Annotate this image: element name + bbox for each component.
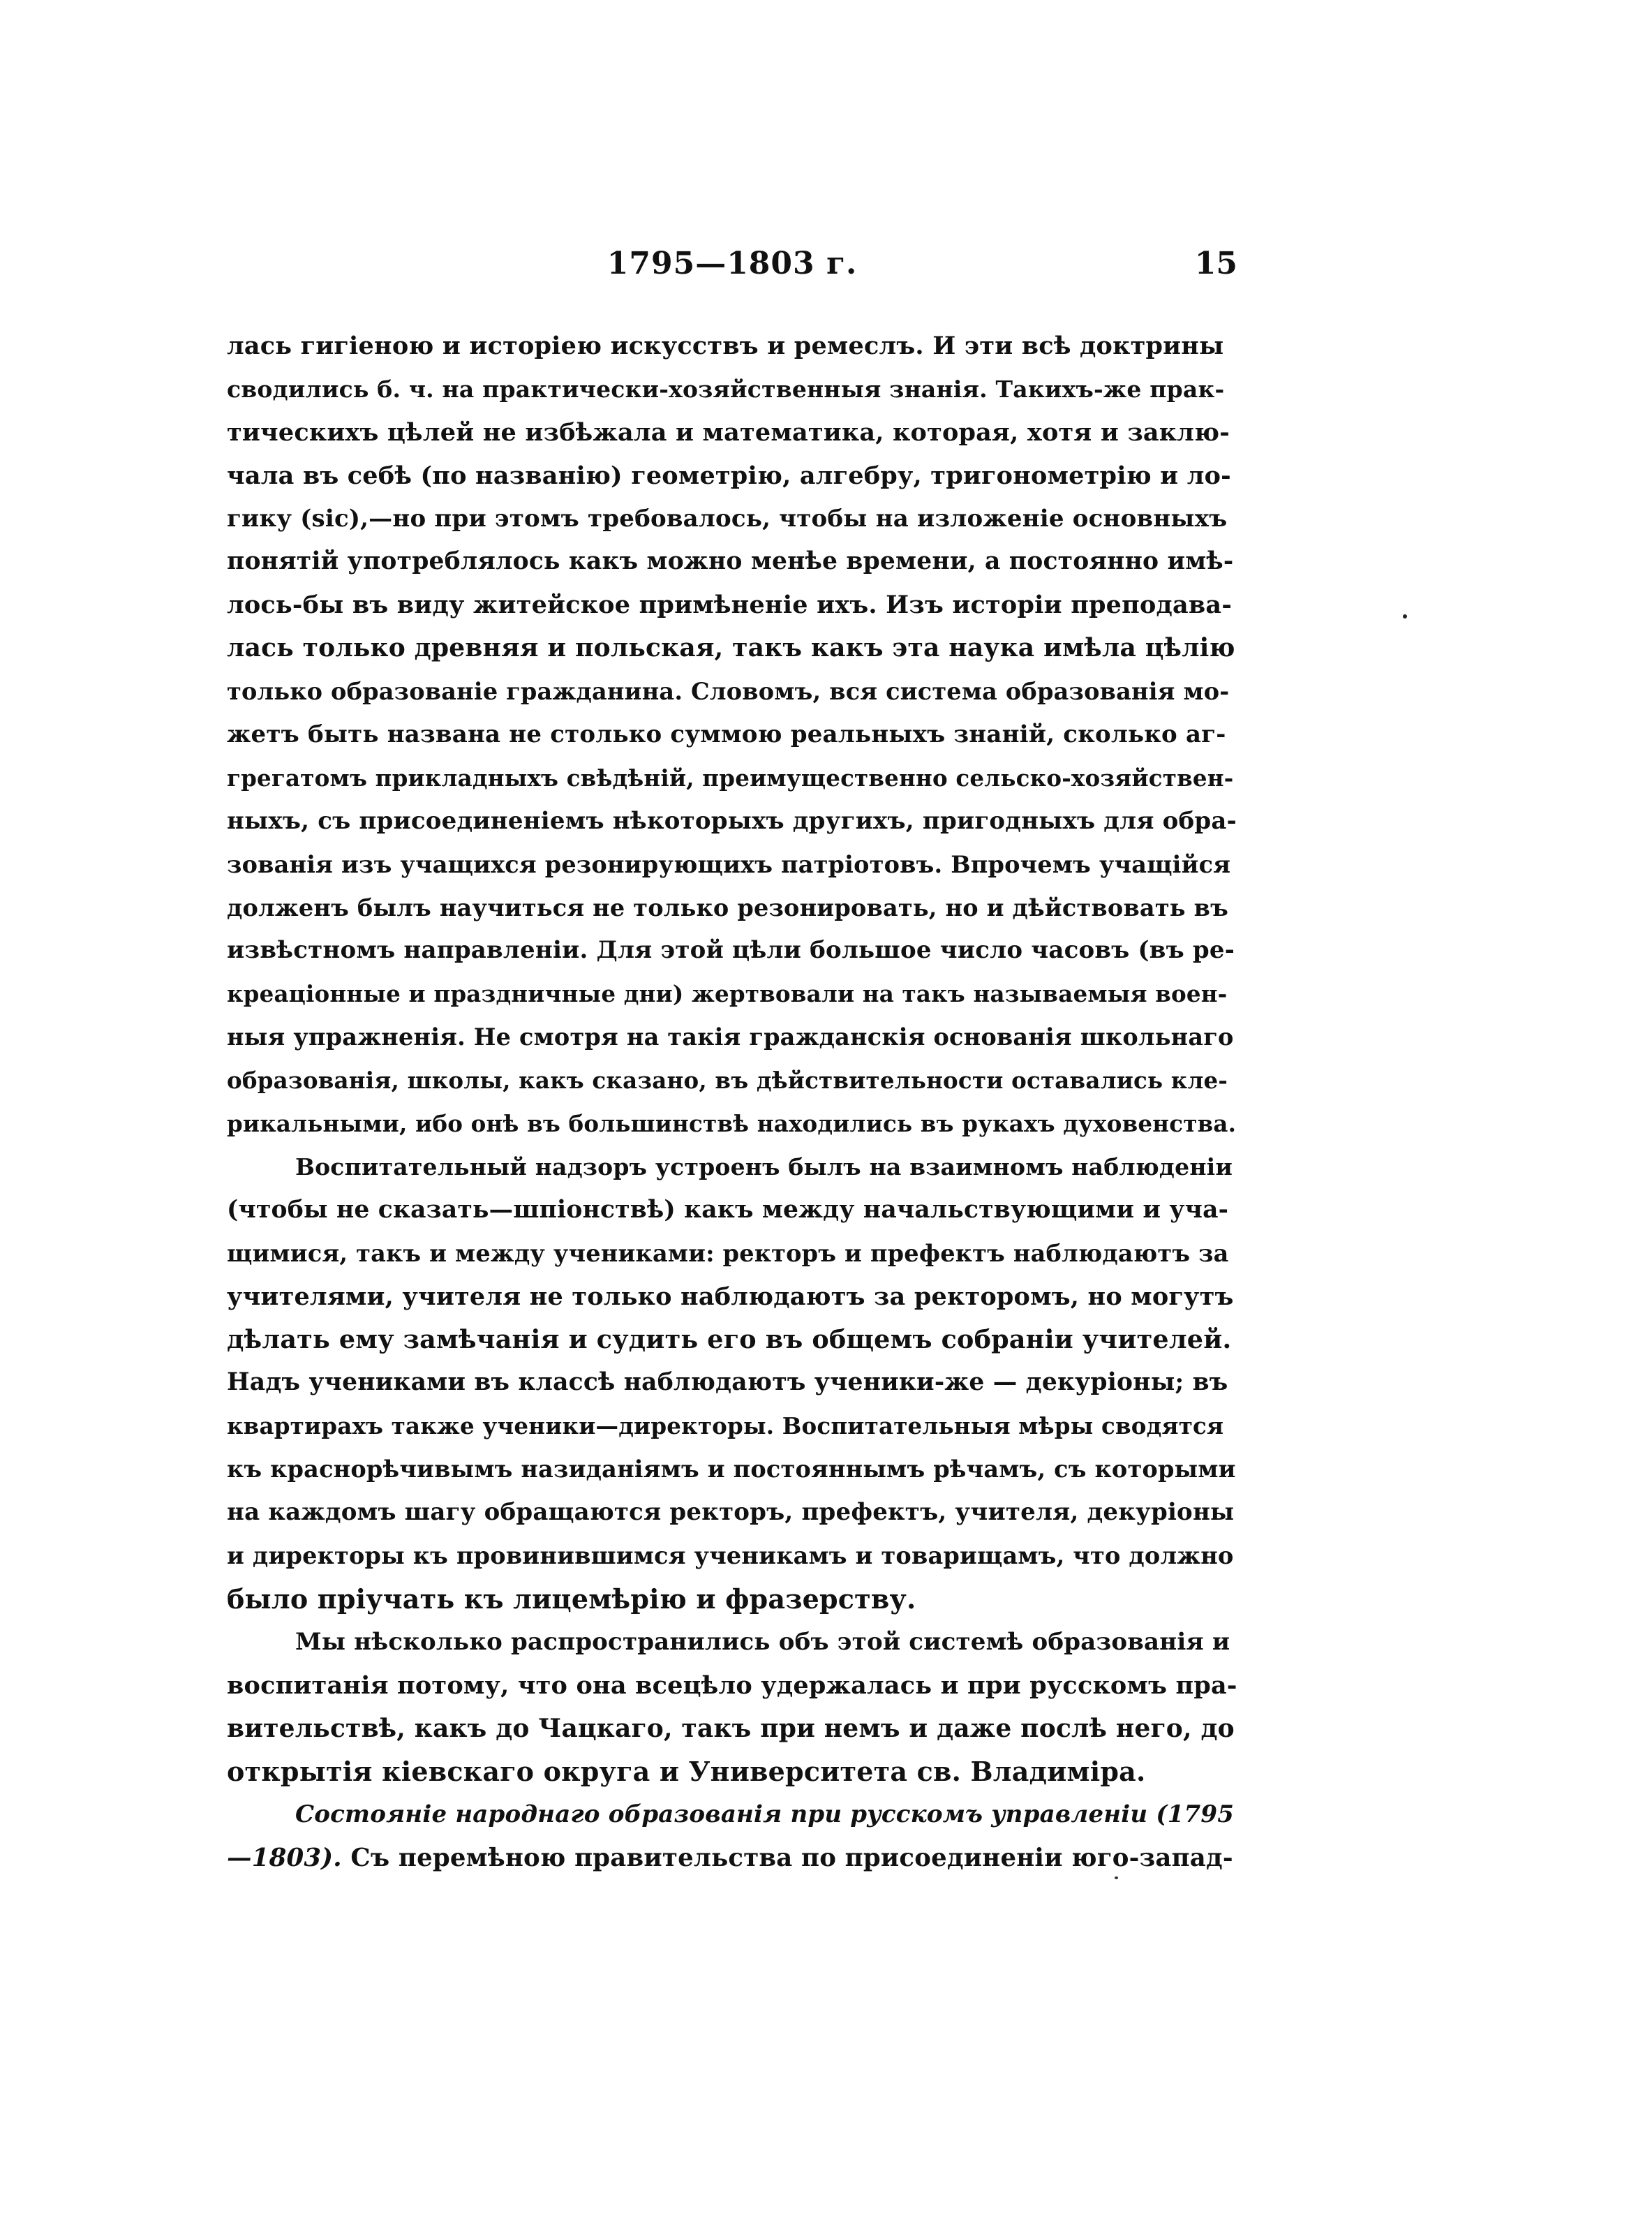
text-line: понятій употреблялось какъ можно менѣе времени, а постоянно имѣ- <box>227 547 1234 576</box>
text-line: Надъ учениками въ классѣ наблюдаютъ ученики-же — декуріоны; въ <box>227 1368 1228 1397</box>
text-line: жетъ быть названа не столько суммою реальныхъ знаній, сколько аг- <box>227 720 1226 749</box>
text-line: на каждомъ шагу обращаются ректоръ, префектъ, учителя, декуріоны <box>227 1498 1235 1527</box>
text-line: Воспитательный надзоръ устроенъ былъ на взаимномъ наблюденіи <box>295 1153 1233 1180</box>
text-line: креаціонные и праздничные дни) жертвовали на такъ называемыя воен- <box>227 980 1228 1008</box>
text-line: открытія кіевскаго округа и Университета св. Владиміра. <box>227 1756 1146 1788</box>
text-body <box>227 325 1237 1880</box>
text-line: сводились б. ч. на практически-хозяйственныя знанія. Такихъ-же прак- <box>227 375 1225 403</box>
page-number: 15 <box>1194 246 1237 281</box>
section-heading-line <box>227 1837 1237 1880</box>
text-line: Мы нѣсколько распространились объ этой системѣ образованія и <box>295 1627 1230 1656</box>
section-heading-line <box>227 1793 1237 1837</box>
text-line: зованія изъ учащихся резонирующихъ патріотовъ. Впрочемъ учащійся <box>227 850 1231 878</box>
section-continuation-text: Съ перемѣною правительства по присоединеніи юго-запад- <box>341 1844 1233 1873</box>
text-line: извѣстномъ направленіи. Для этой цѣли большое число часовъ (въ ре- <box>227 936 1235 965</box>
stray-mark <box>1403 614 1407 619</box>
text-line: гику (sic),—но при этомъ требовалось, чтобы на изложеніе основныхъ <box>227 504 1228 533</box>
text-line: долженъ былъ научиться не только резонировать, но и дѣйствовать въ <box>227 894 1228 921</box>
stray-mark <box>1115 1876 1118 1879</box>
text-line: вительствѣ, какъ до Чацкаго, такъ при немъ и даже послѣ него, до <box>227 1713 1235 1743</box>
text-line: и директоры къ провинившимся ученикамъ и товарищамъ, что должно <box>227 1541 1234 1569</box>
text-line: чала въ себѣ (по названію) геометрію, алгебру, тригонометрію и ло- <box>227 461 1231 490</box>
text-line: учителями, учителя не только наблюдаютъ за ректоромъ, но могутъ <box>227 1282 1234 1311</box>
text-line: лась только древняя и польская, такъ какъ эта наука имѣла цѣлію <box>227 633 1235 663</box>
section-heading-italic: —1803). <box>227 1844 342 1873</box>
running-title: 1795—1803 г. <box>607 246 858 281</box>
text-line: лось-бы въ виду житейское примѣненіе ихъ. Изъ исторіи преподава- <box>227 591 1233 620</box>
text-line: (чтобы не сказать—шпіонствѣ) какъ между начальствующими и уча- <box>227 1195 1229 1224</box>
text-line: квартирахъ также ученики—директоры. Воспитательныя мѣры сводятся <box>227 1412 1224 1440</box>
text-line: было пріучать къ лицемѣрію и фразерству. <box>227 1583 916 1615</box>
text-line: ныхъ, съ присоединеніемъ нѣкоторыхъ другихъ, пригодныхъ для обра- <box>227 806 1237 835</box>
text-line: только образованіе гражданина. Словомъ, вся система образованія мо- <box>227 678 1230 706</box>
text-line: дѣлать ему замѣчанія и судить его въ общемъ собраніи учителей. <box>227 1324 1232 1355</box>
text-line: воспитанія потому, что она всецѣло удержалась и при русскомъ пра- <box>227 1671 1237 1700</box>
page-header <box>227 246 1237 295</box>
text-line: щимися, такъ и между учениками: ректоръ и префектъ наблюдаютъ за <box>227 1239 1229 1267</box>
text-line: ныя упражненія. Не смотря на такія гражданскія основанія школьнаго <box>227 1023 1234 1051</box>
text-line: грегатомъ прикладныхъ свѣдѣній, преимущественно сельско-хозяйствен- <box>227 764 1234 792</box>
text-line: лась гигіеною и исторіею искусствъ и ремеслъ. И эти всѣ доктрины <box>227 332 1224 360</box>
text-line: къ краснорѣчивымъ назиданіямъ и постояннымъ рѣчамъ, съ которыми <box>227 1456 1236 1483</box>
text-line: образованія, школы, какъ сказано, въ дѣйствительности оставались кле- <box>227 1067 1228 1095</box>
text-line: рикальными, ибо онѣ въ большинствѣ находились въ рукахъ духовенства. <box>227 1110 1237 1138</box>
section-heading-italic: Состояніе народнаго образованія при русскомъ управленіи (1795 <box>295 1800 1235 1829</box>
text-line: тическихъ цѣлей не избѣжала и математика, которая, хотя и заклю- <box>227 417 1230 447</box>
